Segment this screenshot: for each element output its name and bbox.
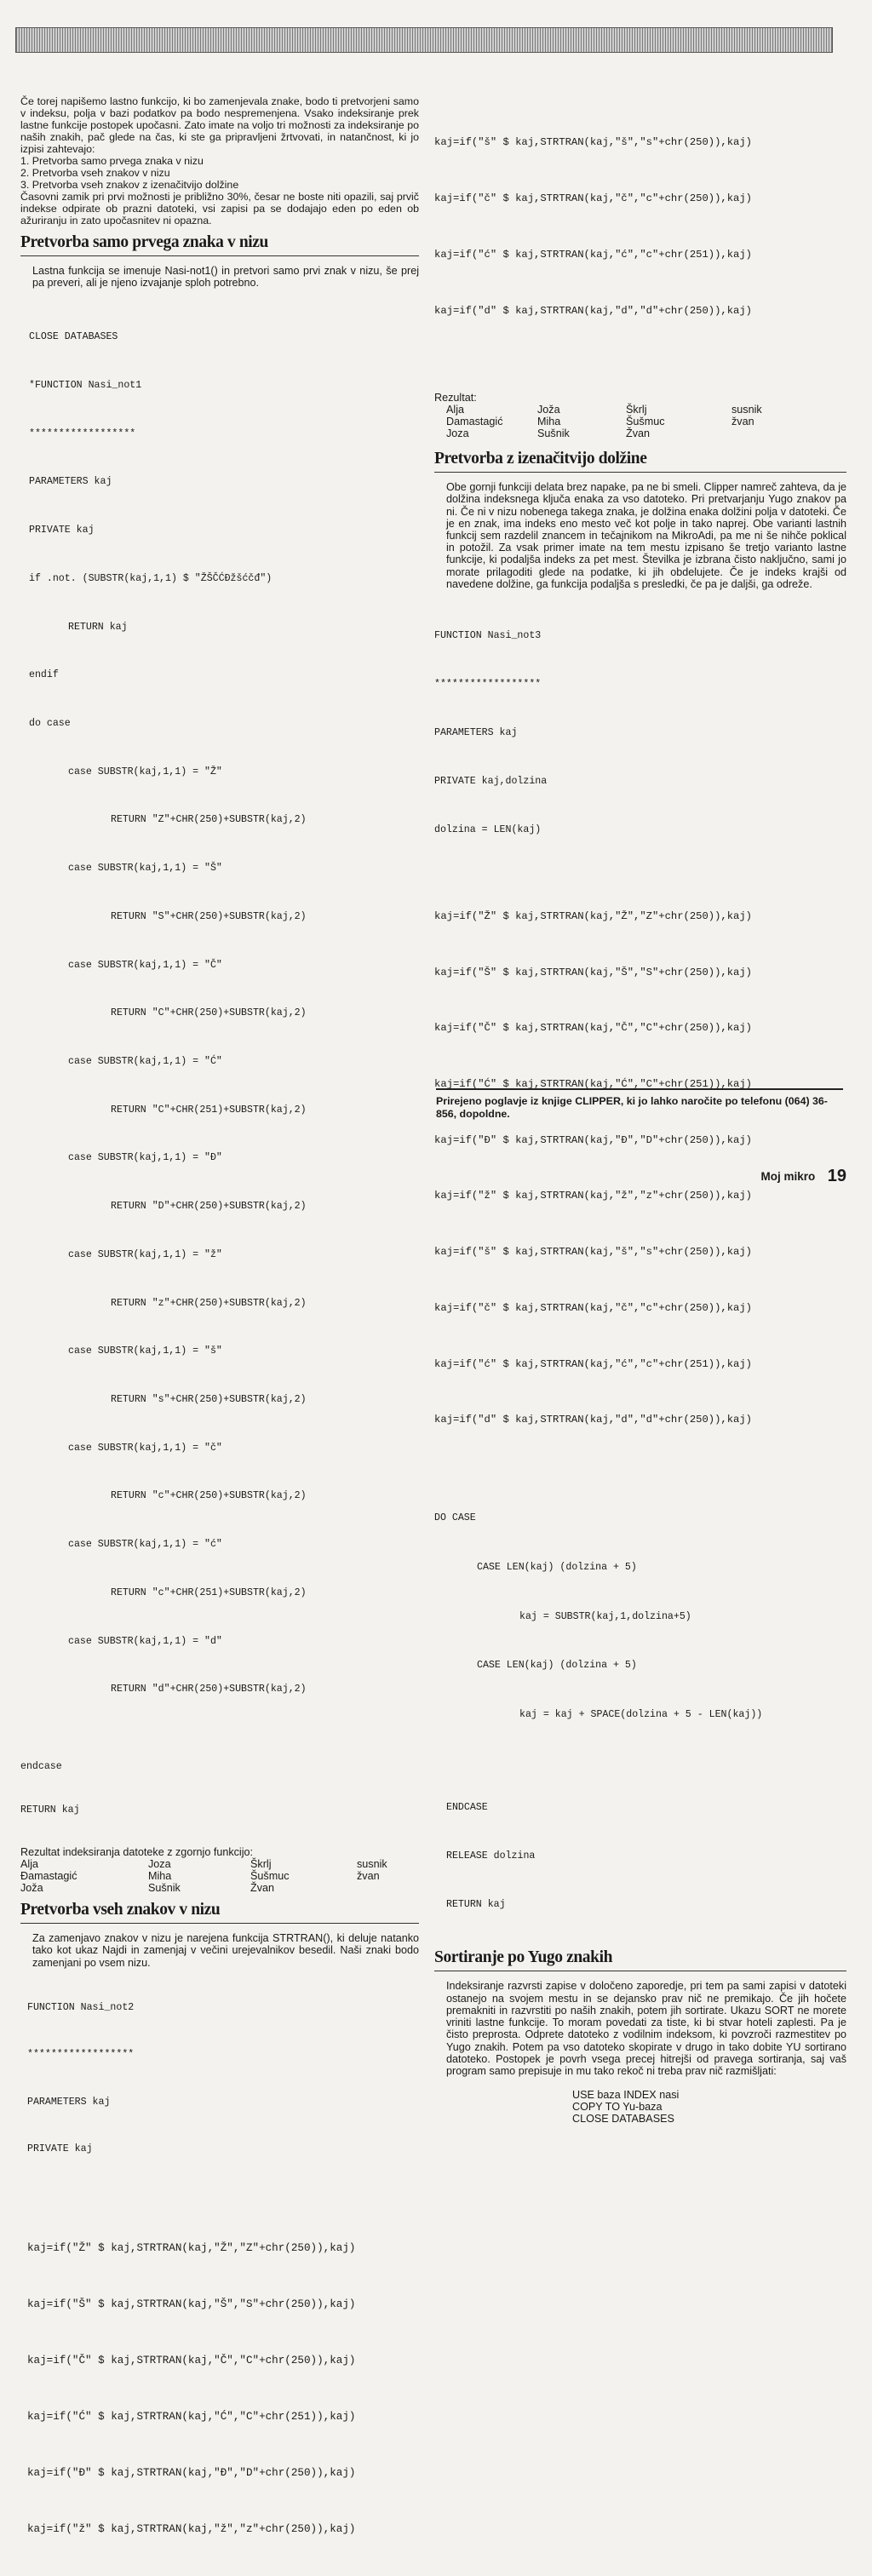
code-line: kaj=if("Š" $ kaj,STRTRAN(kaj,"Š","S"+chr(250)),kaj) bbox=[27, 2298, 356, 2310]
result-cell: Joža bbox=[537, 404, 560, 416]
code-block bbox=[20, 2201, 419, 2576]
section-title: Pretvorba samo prvega znaka v nizu bbox=[20, 233, 419, 256]
section-paragraph: Indeksiranje razvrsti zapise v določeno zaporedje, pri tem pa sami zapisi v datoteki ostanejo na svojem mestu in se dejansko prav nič ne premikajo. Če jih hočete premakniti in razvrstiti po naših znakih, potem jih sortirate. Ukazu SORT ne morete vriniti lastne funkcije. To moram povedati za tiste, ki bi stvar hoteli zaplesti. Pa je čisto preprosta. Odprete datoteko z vodilnim indeksom, ki povzroči razmestitev po Yugo znakih. Potem pa vso datoteko skopirate v drugo in tako dobite YU sortirano datoteko. Postopek je povrh vsega precej hitrejši od pravega sortiranja, saj vaš program samo prepisuje in mu tako rekoč ni treba prav nič razmišljati: bbox=[446, 1980, 846, 2077]
result-cell: Alja bbox=[446, 404, 464, 416]
code-block bbox=[434, 95, 846, 358]
code-line: RETURN "S"+CHR(250)+SUBSTR(kaj,2) bbox=[111, 910, 307, 922]
result-cell bbox=[731, 427, 817, 439]
result-cell: žvan bbox=[357, 1870, 380, 1883]
code-line: CLOSE DATABASES bbox=[29, 331, 118, 343]
section-paragraph: Za zamenjavo znakov v nizu je narejena funkcija STRTRAN(), ki deluje natanko tako kot ukaz Najdi in zamenjaj v večini urejevalnikov besedil. Naši znaki bodo zamenjani po vsem nizu. bbox=[32, 1932, 419, 1969]
code-line: kaj=if("Č" $ kaj,STRTRAN(kaj,"Č","C"+chr(250)),kaj) bbox=[27, 2354, 356, 2367]
code-line: endif bbox=[29, 669, 59, 681]
code-line: endcase bbox=[20, 1761, 62, 1773]
result-cell: Žvan bbox=[250, 1882, 274, 1895]
list-item: 2. Pretvorba vseh znakov v nizu bbox=[20, 167, 170, 179]
code-line: kaj=if("č" $ kaj,STRTRAN(kaj,"č","c"+chr(250)),kaj) bbox=[434, 1301, 752, 1314]
code-line: kaj = kaj + SPACE(dolzina + 5 - LEN(kaj)) bbox=[519, 1708, 763, 1720]
result-cell: Miha bbox=[148, 1870, 172, 1883]
section-title: Pretvorba z izenačitvijo dolžine bbox=[434, 450, 846, 473]
result-cell: susnik bbox=[357, 1858, 387, 1871]
code-line: CASE LEN(kaj) (dolzina + 5) bbox=[477, 1562, 637, 1574]
code-line: PRIVATE kaj bbox=[27, 2143, 93, 2155]
result-table bbox=[20, 1858, 419, 1894]
result-cell: žvan bbox=[731, 416, 754, 428]
code-line: kaj=if("ć" $ kaj,STRTRAN(kaj,"ć","c"+chr(251)),kaj) bbox=[434, 1357, 752, 1370]
code-line: if .not. (SUBSTR(kaj,1,1) $ "ŽŠČĆĐžšćčđ") bbox=[29, 572, 272, 584]
result-label: Rezultat indeksiranja datoteke z zgornjo funkcijo: bbox=[20, 1846, 254, 1859]
intro-end-paragraph: Časovni zamik pri prvi možnosti je približno 30%, česar ne boste niti opazili, saj prvič indekse odpirate ob prazni datoteki, vsi zapisi pa se dodajajo eden po eden ob ažuriranju in zato upočasnitev ni opazna. bbox=[20, 191, 419, 227]
code-line: PARAMETERS kaj bbox=[434, 727, 518, 739]
code-line: *FUNCTION Nasi_not1 bbox=[29, 379, 142, 391]
left-column bbox=[20, 95, 419, 2576]
code-line: case SUBSTR(kaj,1,1) = "Š" bbox=[68, 863, 222, 875]
magazine-name: Moj mikro bbox=[760, 1170, 816, 1183]
code-line: CASE LEN(kaj) (dolzina + 5) bbox=[477, 1660, 637, 1672]
code-line: kaj=if("Ć" $ kaj,STRTRAN(kaj,"Ć","C"+chr(251)),kaj) bbox=[27, 2410, 356, 2423]
section-title: Sortiranje po Yugo znakih bbox=[434, 1948, 846, 1971]
code-line: RETURN "C"+CHR(250)+SUBSTR(kaj,2) bbox=[111, 1007, 307, 1019]
code-line: FUNCTION Nasi_not3 bbox=[434, 630, 542, 642]
code-line: kaj=if("Đ" $ kaj,STRTRAN(kaj,"Đ","D"+chr(250)),kaj) bbox=[434, 1133, 752, 1146]
result-cell: Šušmuc bbox=[626, 416, 665, 428]
code-line: kaj=if("d" $ kaj,STRTRAN(kaj,"d","d"+chr(250)),kaj) bbox=[434, 305, 752, 317]
code-line: case SUBSTR(kaj,1,1) = "Đ" bbox=[68, 1152, 222, 1164]
code-line: RETURN "C"+CHR(251)+SUBSTR(kaj,2) bbox=[111, 1104, 307, 1116]
result-cell: Šušmuc bbox=[250, 1870, 290, 1883]
result-cell: Joža bbox=[20, 1882, 43, 1895]
section-paragraph: Obe gornji funkciji delata brez napake, pa ne bi smeli. Clipper namreč zahteva, da je dolžina indeksnega ključa enaka za vso datoteko. Pri pretvarjanju Yugo znakov pa ni. Če ni v nizu nobenega takega znaka, je dolžina enaka dolžini polja v datoteki. Če je en znak, ima indeks eno mesto več kot polje in tako naprej. Obe varianti lastnih funkcij sem razdelil znancem in tečajnikom na MikroAdi, pa me ni še nihče poklical in potožil. Za vsak primer imate na tem mestu izpisano še tretjo varianto lastne funkcije, ki podaljša indeks za pet mest. Številka je izbrana čisto naključno, sami jo morate prilagoditi glede na podatke, ki jih obdelujete. Če je indeks krajši od navedene dolžine, ga funkcija podaljša s presledki, če pa je daljši, ga odreže. bbox=[446, 481, 846, 590]
code-line: case SUBSTR(kaj,1,1) = "š" bbox=[68, 1345, 222, 1357]
source-note: Prirejeno poglavje iz knjige CLIPPER, ki jo lahko naročite po telefonu (064) 36-856, dopoldne. bbox=[436, 1088, 843, 1120]
code-line: kaj=if("ć" $ kaj,STRTRAN(kaj,"ć","c"+chr(251)),kaj) bbox=[434, 249, 752, 261]
page-footer bbox=[761, 1167, 846, 1186]
code-line: kaj=if("d" $ kaj,STRTRAN(kaj,"d","d"+chr(250)),kaj) bbox=[434, 1414, 752, 1426]
result-cell: Damastagić bbox=[446, 416, 503, 428]
result-cell bbox=[357, 1882, 416, 1894]
code-line: ****************** bbox=[29, 427, 136, 439]
code-line: RETURN "Z"+CHR(250)+SUBSTR(kaj,2) bbox=[111, 814, 307, 826]
code-line: ****************** bbox=[434, 679, 542, 691]
code-block bbox=[434, 1767, 846, 1945]
code-line: PRIVATE kaj,dolzina bbox=[434, 776, 548, 788]
code-line: RETURN "D"+CHR(250)+SUBSTR(kaj,2) bbox=[111, 1201, 307, 1213]
code-line: FUNCTION Nasi_not2 bbox=[27, 2001, 135, 2013]
code-line: kaj=if("š" $ kaj,STRTRAN(kaj,"š","s"+chr(250)),kaj) bbox=[434, 136, 752, 148]
intro-paragraph: Če torej napišemo lastno funkcijo, ki bo zamenjevala znake, bodo ti pretvorjeni samo v indeksu, polja v bazi podatkov pa bodo nespremenjena. Vsako indeksiranje prek lastne funkcije postopek upočasni. Zato imate na voljo tri možnosti za indeksiranje po naših znakih, pač glede na čas, ki ste ga pripravljeni žrtvovati, in natančnost, ki jo izpisi zahtevajo: bbox=[20, 95, 419, 155]
command-line: USE baza INDEX nasi bbox=[572, 2089, 680, 2102]
result-cell: Đamastagić bbox=[20, 1870, 77, 1883]
command-line: CLOSE DATABASES bbox=[572, 2113, 674, 2126]
code-line: case SUBSTR(kaj,1,1) = "Ž" bbox=[68, 766, 222, 777]
code-line: do case bbox=[29, 717, 71, 729]
code-line: RETURN "c"+CHR(251)+SUBSTR(kaj,2) bbox=[111, 1586, 307, 1598]
code-line: RETURN "d"+CHR(250)+SUBSTR(kaj,2) bbox=[111, 1684, 307, 1695]
code-line: RETURN kaj bbox=[68, 621, 128, 633]
result-cell: Alja bbox=[20, 1858, 38, 1871]
section-paragraph: Lastna funkcija se imenuje Nasi-not1() in pretvori samo prvi znak v nizu, še prej pa preveri, ali je njeno izvajanje sploh potrebno. bbox=[32, 265, 419, 290]
code-block bbox=[434, 595, 846, 870]
code-line: kaj=if("Č" $ kaj,STRTRAN(kaj,"Č","C"+chr(250)),kaj) bbox=[434, 1022, 752, 1035]
code-line: kaj = SUBSTR(kaj,1,dolzina+5) bbox=[519, 1610, 691, 1622]
code-line: case SUBSTR(kaj,1,1) = "Ć" bbox=[68, 1056, 222, 1067]
code-line: RETURN kaj bbox=[446, 1899, 506, 1911]
header-bar bbox=[15, 27, 833, 53]
code-line: PARAMETERS kaj bbox=[27, 2096, 111, 2108]
list-item: 3. Pretvorba vseh znakov z izenačitvijo dolžine bbox=[20, 179, 239, 191]
code-line: RETURN "c"+CHR(250)+SUBSTR(kaj,2) bbox=[111, 1490, 307, 1502]
result-cell: Žvan bbox=[626, 427, 650, 440]
code-line: kaj=if("Š" $ kaj,STRTRAN(kaj,"Š","S"+chr(250)),kaj) bbox=[434, 966, 752, 978]
code-line: RETURN "s"+CHR(250)+SUBSTR(kaj,2) bbox=[111, 1394, 307, 1406]
list-item: 1. Pretvorba samo prvega znaka v nizu bbox=[20, 155, 204, 167]
result-cell: Joza bbox=[148, 1858, 171, 1871]
code-line: kaj=if("Ž" $ kaj,STRTRAN(kaj,"Ž","Z"+chr(250)),kaj) bbox=[434, 909, 752, 922]
result-cell: Sušnik bbox=[148, 1882, 181, 1895]
code-line: PRIVATE kaj bbox=[29, 525, 95, 536]
code-line: case SUBSTR(kaj,1,1) = "Č" bbox=[68, 959, 222, 971]
options-list bbox=[20, 155, 419, 191]
code-block bbox=[20, 297, 419, 1730]
code-line: case SUBSTR(kaj,1,1) = "č" bbox=[68, 1442, 222, 1454]
result-cell: susnik bbox=[731, 404, 762, 416]
result-cell: Škrlj bbox=[250, 1858, 272, 1871]
code-line: kaj=if("ž" $ kaj,STRTRAN(kaj,"ž","z"+chr(250)),kaj) bbox=[434, 1190, 752, 1202]
code-block bbox=[20, 1969, 419, 2189]
code-line: kaj=if("ž" $ kaj,STRTRAN(kaj,"ž","z"+chr(250)),kaj) bbox=[27, 2522, 356, 2535]
code-line: ****************** bbox=[27, 2049, 135, 2061]
code-line: RELEASE dolzina bbox=[446, 1850, 536, 1862]
command-list bbox=[434, 2089, 846, 2125]
code-line: kaj=if("č" $ kaj,STRTRAN(kaj,"č","c"+chr(250)),kaj) bbox=[434, 192, 752, 204]
code-line: kaj=if("Ć" $ kaj,STRTRAN(kaj,"Ć","C"+chr(251)),kaj) bbox=[434, 1078, 752, 1090]
code-line: case SUBSTR(kaj,1,1) = "d" bbox=[68, 1635, 222, 1647]
code-line: case SUBSTR(kaj,1,1) = "ž" bbox=[68, 1248, 222, 1260]
result-cell: Miha bbox=[537, 416, 561, 428]
code-line: PARAMETERS kaj bbox=[29, 476, 112, 488]
code-line: RETURN kaj bbox=[20, 1804, 80, 1816]
code-line: ENDCASE bbox=[446, 1802, 488, 1814]
code-line: DO CASE bbox=[434, 1512, 476, 1524]
code-line: case SUBSTR(kaj,1,1) = "ć" bbox=[68, 1539, 222, 1551]
code-line: kaj=if("Ž" $ kaj,STRTRAN(kaj,"Ž","Z"+chr(250)),kaj) bbox=[27, 2241, 356, 2254]
result-table bbox=[434, 404, 846, 439]
result-cell: Sušnik bbox=[537, 427, 570, 440]
result-cell: Škrlj bbox=[626, 404, 647, 416]
result-cell: Joza bbox=[446, 427, 469, 440]
page-number: 19 bbox=[827, 1167, 846, 1185]
command-line: COPY TO Yu-baza bbox=[572, 2101, 663, 2114]
code-block-end bbox=[20, 1730, 419, 1846]
code-line: dolzina = LEN(kaj) bbox=[434, 824, 542, 836]
result-label: Rezultat: bbox=[434, 392, 477, 404]
code-block bbox=[434, 1477, 846, 1755]
section-title: Pretvorba vseh znakov v nizu bbox=[20, 1901, 419, 1924]
code-line: RETURN "z"+CHR(250)+SUBSTR(kaj,2) bbox=[111, 1297, 307, 1309]
code-line: kaj=if("š" $ kaj,STRTRAN(kaj,"š","s"+chr(250)),kaj) bbox=[434, 1246, 752, 1259]
intro bbox=[20, 95, 419, 227]
code-line: kaj=if("Đ" $ kaj,STRTRAN(kaj,"Đ","D"+chr(250)),kaj) bbox=[27, 2466, 356, 2479]
